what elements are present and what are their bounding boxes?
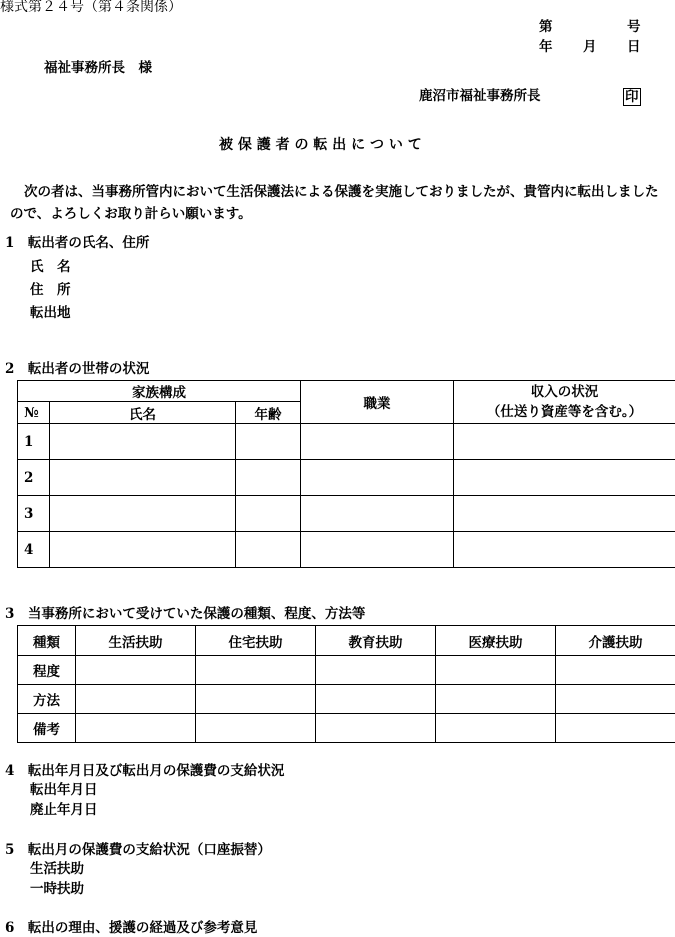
table-cell (196, 656, 316, 685)
section5-item-living: 生活扶助 (30, 861, 84, 877)
section4-item-abolition-date: 廃止年月日 (30, 802, 98, 818)
form-number: 様式第２４号（第４条関係） (0, 0, 182, 15)
date-day: 日 (627, 39, 641, 55)
table-cell (436, 685, 556, 714)
income-header-line1: 収入の状況 (530, 384, 599, 400)
addressee: 福祉事務所長 様 (44, 60, 152, 76)
table-cell (236, 424, 301, 460)
section1-item-name: 氏 名 (30, 259, 71, 275)
table-cell (236, 496, 301, 532)
table-cell (316, 714, 436, 743)
col-housing-assistance: 住宅扶助 (196, 626, 316, 656)
table-row-number: 1 (18, 424, 50, 460)
occupation-header: 職業 (301, 381, 454, 424)
seal-stamp (623, 88, 641, 106)
table-cell (454, 460, 675, 496)
section4-heading: 4 転出年月日及び転出月の保護費の支給状況 (5, 763, 285, 779)
doc-number-go: 号 (627, 19, 641, 35)
table-cell (50, 496, 236, 532)
table-cell (196, 714, 316, 743)
protection-table (17, 625, 675, 743)
sender: 鹿沼市福祉事務所長 (419, 88, 541, 104)
section1-item-address: 住 所 (30, 282, 71, 298)
table-cell (50, 460, 236, 496)
table-cell (454, 532, 675, 568)
seal-text: 印 (625, 89, 639, 105)
row-method: 方法 (18, 685, 76, 714)
table-cell (556, 685, 675, 714)
table-cell (50, 424, 236, 460)
table-cell (436, 656, 556, 685)
row-remarks: 備考 (18, 714, 76, 743)
section6-heading: 6 転出の理由、援護の経過及び参考意見 (5, 920, 258, 936)
table-cell (301, 460, 454, 496)
section1-item-destination: 転出地 (30, 305, 71, 321)
table-cell (556, 656, 675, 685)
col-education-assistance: 教育扶助 (316, 626, 436, 656)
table-cell (76, 685, 196, 714)
table-cell (301, 532, 454, 568)
table-cell (436, 714, 556, 743)
col-name-header: 氏名 (50, 402, 236, 424)
section5-item-temporary: 一時扶助 (30, 881, 84, 897)
table-cell (454, 424, 675, 460)
col-age-header: 年齢 (236, 402, 301, 424)
table-row-number: 3 (18, 496, 50, 532)
page-title: 被 保 護 者 の 転 出 に つ い て (219, 137, 422, 153)
income-header-line2: （仕送り資産等を含む。） (486, 404, 643, 420)
row-degree: 程度 (18, 656, 76, 685)
table-cell (76, 714, 196, 743)
table-cell (316, 656, 436, 685)
table-cell (236, 460, 301, 496)
date-year: 年 (539, 39, 553, 55)
family-composition-header: 家族構成 (18, 381, 301, 402)
table-cell (50, 532, 236, 568)
table-cell (556, 714, 675, 743)
section3-heading: 3 当事務所において受けていた保護の種類、程度、方法等 (5, 606, 366, 622)
table-cell (316, 685, 436, 714)
col-care-assistance: 介護扶助 (556, 626, 675, 656)
table-row-number: 4 (18, 532, 50, 568)
intro-paragraph: 次の者は、当事務所管内において生活保護法による保護を実施しておりましたが、貴管内に転出しましたので、よろしくお取り計らい願います。 (10, 184, 659, 222)
table-row-number: 2 (18, 460, 50, 496)
date-month: 月 (583, 39, 597, 55)
col-medical-assistance: 医療扶助 (436, 626, 556, 656)
table-cell (196, 685, 316, 714)
col-no-header: № (18, 402, 50, 424)
table-cell (76, 656, 196, 685)
table-cell (454, 496, 675, 532)
table-cell (301, 496, 454, 532)
section4-item-transfer-date: 転出年月日 (30, 782, 98, 798)
col-living-assistance: 生活扶助 (76, 626, 196, 656)
table-cell (236, 532, 301, 568)
section5-heading: 5 転出月の保護費の支給状況（口座振替） (5, 842, 271, 858)
income-header (454, 381, 675, 424)
household-table (17, 380, 675, 568)
section1-heading: 1 転出者の氏名、住所 (5, 235, 150, 251)
table-cell (301, 424, 454, 460)
section2-heading: 2 転出者の世帯の状況 (5, 361, 150, 377)
doc-number-dai: 第 (539, 19, 553, 35)
kind-header: 種類 (18, 626, 76, 656)
